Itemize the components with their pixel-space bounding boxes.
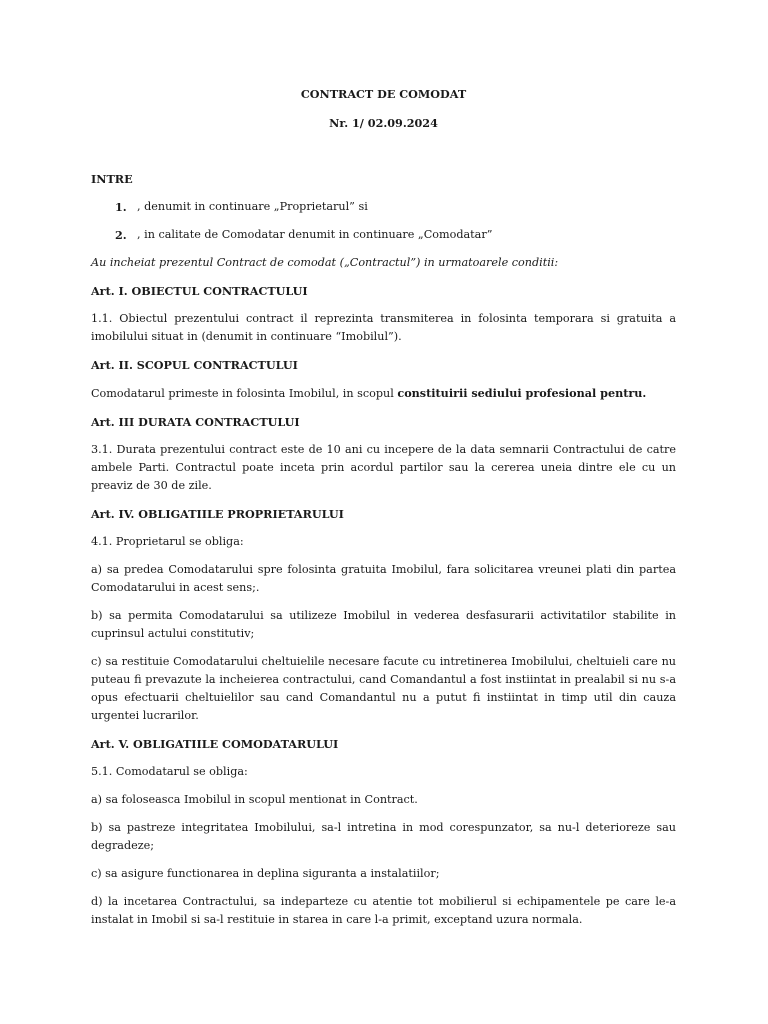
party-number: 2. — [115, 228, 127, 242]
list-item: d) la incetarea Contractului, sa indeparteze cu atentie tot mobilierul si echipamentele pe care le-a instalat in Imobil si sa-l restituie in starea in care l-a primit, exceptand uzura normala. — [91, 895, 676, 926]
article-heading: Art. I. OBIECTUL CONTRACTULUI — [91, 284, 308, 298]
document-body — [91, 85, 676, 929]
intro-paragraph: Au incheiat prezentul Contract de comodat („Contractul”) in urmatoarele conditii: — [91, 256, 559, 269]
party-item — [91, 226, 676, 244]
party-text: , denumit in continuare „Proprietarul” si — [137, 200, 368, 213]
bold-text: constituirii sediului profesional pentru. — [397, 386, 647, 400]
paragraph: 1.1. Obiectul prezentului contract il reprezinta transmiterea in folosinta temporara si gratuita a imobilului situat in (denumit in continuare “Imobilul”). — [91, 312, 676, 343]
paragraph — [91, 384, 676, 403]
paragraph: 4.1. Proprietarul se obliga: — [91, 535, 244, 548]
article-heading: Art. II. SCOPUL CONTRACTULUI — [91, 358, 298, 372]
article-heading: Art. III DURATA CONTRACTULUI — [91, 415, 300, 429]
paragraph: 3.1. Durata prezentului contract este de 10 ani cu incepere de la data semnarii Contractului de catre ambele Parti. Contractul poate inceta prin acordul partilor sau la cererea uneia dintre ele cu un preaviz de 30 de zile. — [91, 443, 676, 492]
paragraph-text: Comodatarul primeste in folosinta Imobilul, in scopul — [91, 387, 398, 400]
list-item: a) sa predea Comodatarului spre folosinta gratuita Imobilul, fara solicitarea vreunei plati din partea Comodatarului in acest sens;. — [91, 563, 676, 594]
contract-number: Nr. 1/ 02.09.2024 — [329, 116, 438, 130]
party-text: , in calitate de Comodatar denumit in continuare „Comodatar” — [137, 228, 493, 241]
list-item: b) sa permita Comodatarului sa utilizeze Imobilul in vederea desfasurarii activitatilor stabilite in cuprinsul actului constitutiv; — [91, 609, 676, 640]
paragraph: 5.1. Comodatarul se obliga: — [91, 765, 248, 778]
list-item: c) sa restituie Comodatarului cheltuielile necesare facute cu intretinerea Imobilului, cheltuieli care nu puteau fi prevazute la incheierea contractului, cand Comandantul a fost instiintat in prealabil si nu s-a opus efectuarii cheltuielilor sau cand Comandantul nu a putut fi instiintat in timp util din cauza urgentei lucrarilor. — [91, 655, 676, 722]
party-item — [91, 198, 676, 216]
list-item: c) sa asigure functionarea in deplina siguranta a instalatiilor; — [91, 867, 440, 880]
article-heading: Art. IV. OBLIGATIILE PROPRIETARULUI — [91, 507, 344, 521]
party-number: 1. — [115, 200, 127, 214]
list-item: a) sa foloseasca Imobilul in scopul mentionat in Contract. — [91, 793, 418, 806]
list-item: b) sa pastreze integritatea Imobilului, sa-l intretina in mod corespunzator, sa nu-l deterioreze sau degradeze; — [91, 821, 676, 852]
between-label: INTRE — [91, 172, 133, 186]
article-heading: Art. V. OBLIGATIILE COMODATARULUI — [91, 737, 339, 751]
document-title: CONTRACT DE COMODAT — [300, 87, 467, 101]
